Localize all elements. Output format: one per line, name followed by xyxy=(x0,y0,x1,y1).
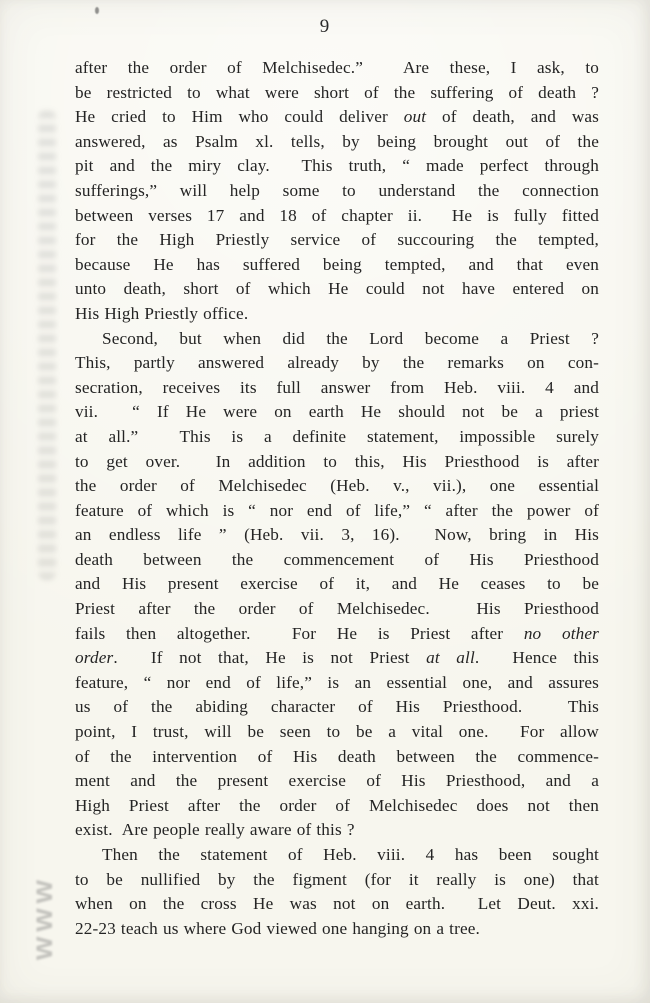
text-line xyxy=(75,597,599,622)
text-segment: Then the statement of Heb. viii. 4 has been sought xyxy=(102,845,599,864)
text-segment: to be nullified by the figment (for it really is one) that xyxy=(75,869,599,889)
text-line xyxy=(75,745,599,770)
text-segment: at all.” This is a definite statement, impossible surely xyxy=(75,426,599,446)
text-segment: High Priest after the order of Melchisedec does not then xyxy=(75,795,599,815)
text-line xyxy=(75,868,599,893)
text-segment: be restricted to what were short of the suffering of death ? xyxy=(75,82,599,102)
text-segment: the order of Melchisedec (Heb. v., vii.), one essential xyxy=(75,476,599,496)
text-segment: unto death, short of which He could not have entered on xyxy=(75,279,599,299)
text-segment: exist. Are people really aware of this ? xyxy=(75,820,355,840)
text-segment: between verses 17 and 18 of chapter ii. He is fully fitted xyxy=(75,205,599,225)
text-line xyxy=(75,154,599,179)
text-line xyxy=(75,720,599,745)
text-line xyxy=(75,843,599,868)
text-line xyxy=(75,622,599,647)
text-line xyxy=(75,695,599,720)
text-segment: us of the abiding character of His Priesthood. This xyxy=(75,697,599,717)
text-line xyxy=(75,376,599,401)
text-line xyxy=(75,818,599,843)
text-segment: . Hence this xyxy=(474,648,599,668)
page-number: 9 xyxy=(319,16,331,37)
text-segment-italic: order xyxy=(75,648,114,668)
text-line xyxy=(75,253,599,278)
text-segment: secration, receives its full answer from Heb. viii. 4 and xyxy=(75,377,599,397)
text-segment: pit and the miry clay. This truth, “ made perfect through xyxy=(75,156,599,176)
text-line xyxy=(75,671,599,696)
text-segment: This, partly answered already by the remarks on con- xyxy=(75,353,599,373)
text-line xyxy=(75,400,599,425)
text-line xyxy=(75,302,599,327)
text-segment: 22-23 teach us where God viewed one hanging on a tree. xyxy=(75,918,480,938)
text-line xyxy=(75,105,599,130)
text-segment: feature of which is “ nor end of life,” “ after the power of xyxy=(75,500,599,520)
text-segment: to get over. In addition to this, His Priesthood is after xyxy=(75,451,599,471)
text-segment: an endless life ” (Heb. vii. 3, 16). Now, bring in His xyxy=(75,525,599,545)
text-segment: Priest after the order of Melchisedec. His Priesthood xyxy=(75,599,599,619)
text-line xyxy=(75,523,599,548)
text-line xyxy=(75,130,599,155)
text-segment: fails then altogether. For He is Priest after xyxy=(75,623,524,643)
text-line xyxy=(75,646,599,671)
text-segment-italic: out xyxy=(403,107,427,127)
text-line xyxy=(75,917,599,942)
text-line xyxy=(75,769,599,794)
text-segment: for the High Priestly service of succouring the tempted, xyxy=(75,230,599,250)
text-line xyxy=(75,425,599,450)
text-line xyxy=(75,794,599,819)
text-segment: His High Priestly office. xyxy=(75,303,249,323)
text-segment: vii. “ If He were on earth He should not be a priest xyxy=(75,402,599,422)
text-block xyxy=(75,56,599,941)
text-segment: feature, “ nor end of life,” is an essential one, and assures xyxy=(75,672,599,692)
text-line xyxy=(75,892,599,917)
text-segment: Second, but when did the Lord become a Priest ? xyxy=(102,328,599,348)
text-line xyxy=(75,56,599,81)
text-line xyxy=(75,572,599,597)
text-line xyxy=(75,499,599,524)
text-line xyxy=(75,450,599,475)
text-segment: of the intervention of His death between the commence- xyxy=(75,746,599,766)
text-segment: and His present exercise of it, and He ceases to be xyxy=(75,574,599,594)
text-segment: He cried to Him who could deliver xyxy=(75,107,404,127)
text-line xyxy=(75,228,599,253)
text-segment: . If not that, He is not Priest xyxy=(113,648,427,668)
text-segment: point, I trust, will be seen to be a vital one. For allow xyxy=(75,722,599,742)
text-segment: of death, and was xyxy=(426,107,599,127)
text-line xyxy=(75,327,599,352)
text-segment-italic: at all xyxy=(426,648,475,668)
text-line xyxy=(75,351,599,376)
watermark-smear xyxy=(38,110,56,580)
text-segment: answered, as Psalm xl. tells, by being brought out of the xyxy=(75,131,599,151)
text-line xyxy=(75,204,599,229)
text-line xyxy=(75,179,599,204)
watermark-text: www xyxy=(26,874,59,960)
text-line xyxy=(75,548,599,573)
text-segment: death between the commencement of His Priesthood xyxy=(75,549,599,569)
text-segment: because He has suffered being tempted, and that even xyxy=(75,254,599,274)
text-line xyxy=(75,474,599,499)
text-segment-italic: no other xyxy=(523,623,599,643)
text-segment: sufferings,” will help some to understand the connection xyxy=(75,180,599,200)
text-line xyxy=(75,277,599,302)
scan-artifact-speck xyxy=(95,7,99,14)
text-segment: after the order of Melchisedec.” Are these, I ask, to xyxy=(75,58,599,77)
text-line xyxy=(75,81,599,106)
text-segment: ment and the present exercise of His Priesthood, and a xyxy=(75,771,599,791)
text-segment: when on the cross He was not on earth. Let Deut. xxi. xyxy=(75,894,599,914)
